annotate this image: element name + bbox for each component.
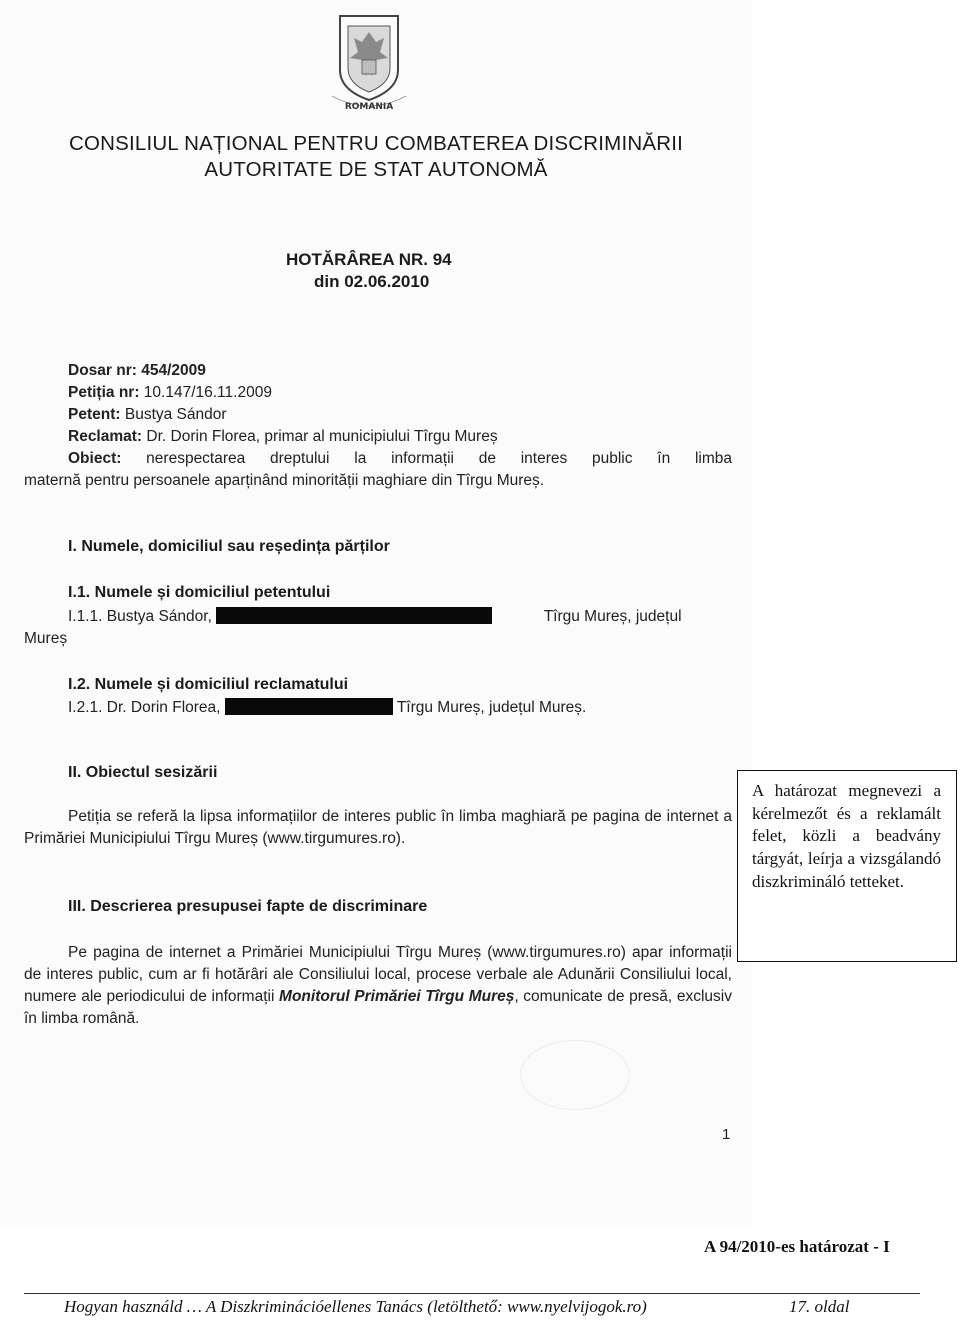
case-obiect-cont: maternă pentru persoanele aparținând minorității maghiare din Tîrgu Mureș.: [24, 472, 545, 489]
section1-sub1-item-cont: Mureș: [24, 630, 68, 647]
annotation-text: A határozat megnevezi a kérelmezőt és a reklamált felet, közli a beadvány tárgyát, leírja a vizsgálandó diszkrimináló tetteket.: [752, 781, 941, 891]
section1-sub1-item: I.1.1. Bustya Sándor, Tîrgu Mureș, județul: [68, 608, 682, 625]
annotation-box: [737, 770, 957, 962]
footer-source: Hogyan használd … A Diszkriminációellenes Tanács (letölthető: www.nyelvijogok.ro): [64, 1297, 647, 1316]
coat-of-arms-icon: [326, 12, 412, 112]
institution-subtitle: AUTORITATE DE STAT AUTONOMĂ: [204, 158, 548, 181]
institution-name: CONSILIUL NAȚIONAL PENTRU COMBATEREA DISCRIMINĂRII: [68, 132, 684, 155]
scan-page-number: 1: [722, 1126, 731, 1143]
footer-page-number: 17. oldal: [789, 1297, 850, 1316]
case-dosar: Dosar nr: 454/2009: [68, 362, 206, 379]
redaction-bar: [225, 698, 393, 715]
section3-heading: III. Descrierea presupusei fapte de discriminare: [68, 898, 428, 915]
case-reclamat: Reclamat: Dr. Dorin Florea, primar al municipiului Tîrgu Mureș: [68, 428, 498, 445]
section1-sub2-item: I.2.1. Dr. Dorin Florea, Tîrgu Mureș, județul Mureș.: [68, 699, 587, 716]
case-petent: Petent: Bustya Sándor: [68, 406, 227, 423]
section2-heading: II. Obiectul sesizării: [68, 764, 218, 781]
footer-divider: [24, 1293, 920, 1294]
section2-text: Petiția se referă la lipsa informațiilor de interes public în limba maghiară pe pagina de internet a Primăriei Municipiului Tîrgu Mureș (www.tirgumures.ro).: [24, 808, 732, 847]
decision-date: din 02.06.2010: [314, 272, 430, 291]
case-petitia: Petiția nr: 10.147/16.11.2009: [68, 384, 272, 401]
decision-title: HOTĂRÂREA NR. 94: [286, 250, 452, 269]
faint-stamp: [520, 1040, 630, 1110]
redaction-bar: [216, 607, 492, 624]
figure-caption: A 94/2010-es határozat - I: [704, 1237, 890, 1256]
section1-sub1: I.1. Numele și domiciliul petentului: [68, 584, 331, 601]
section3-text: Pe pagina de internet a Primăriei Municipiului Tîrgu Mureș (www.tirgumures.ro) apar informații de interes public, cum ar fi hotărâri ale Consiliului local, procese verbale ale Adunării Consiliului local, numere ale periodicului de informații Monitorul Primăriei Tîrgu Mureș, comunicate de presă, exclusiv în limba română.: [24, 944, 732, 1027]
emblem-label: ROMANIA: [344, 102, 394, 112]
section1-heading: I. Numele, domiciliul sau reședința părților: [68, 538, 390, 555]
page-footer: [64, 1297, 924, 1317]
case-obiect: Obiect: nerespectarea dreptului la informații de interes public în limba: [68, 450, 732, 467]
section1-sub2: I.2. Numele și domiciliul reclamatului: [68, 676, 349, 693]
